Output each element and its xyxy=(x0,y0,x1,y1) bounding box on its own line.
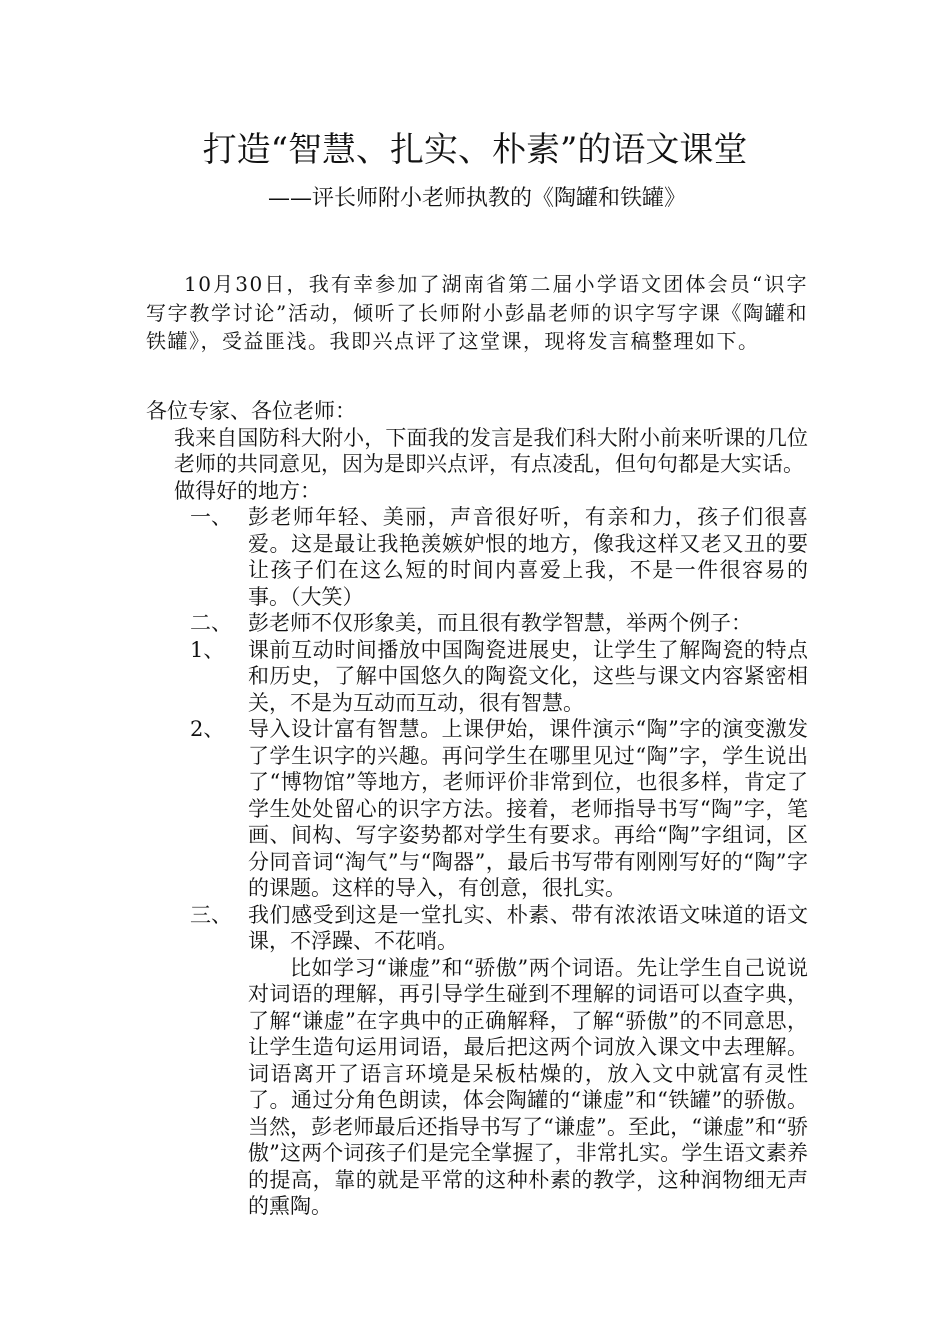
list-marker: 1、 xyxy=(190,637,225,662)
list-item xyxy=(146,610,808,637)
list-item-text: 导入设计富有智慧。上课伊始，课件演示“陶”字的演变激发了学生识字的兴趣。再问学生在哪里见过“陶”字，学生说出了“博物馆”等地方，老师评价非常到位，也很多样，肯定了学生处处留心的识字方法。接着，老师指导书写“陶”字，笔画、间构、写字姿势都对学生有要求。再给“陶”字组词，区分同音词“淘气”与“陶器”，最后书写带有刚刚写好的“陶”字的课题。这样的导入，有创意，很扎实。 xyxy=(248,717,808,900)
list-item xyxy=(146,902,808,955)
opening-paragraph: 我来自国防科大附小，下面我的发言是我们科大附小前来听课的几位老师的共同意见，因为是即兴点评，有点凌乱，但句句都是大实话。 xyxy=(174,425,808,476)
list-marker: 三、 xyxy=(190,902,232,927)
example-text: 比如学习“谦虚”和“骄傲”两个词语。先让学生自己说说对词语的理解，再引导学生碰到不理解的词语可以查字典，了解“谦虚”在字典中的正确解释，了解“骄傲”的不同意思，让学生造句运用词语，最后把这两个词放入课文中去理解。词语离开了语言环境是呆板枯燥的，放入文中就富有灵性了。通过分角色朗读，体会陶罐的“谦虚”和“铁罐”的骄傲。当然，彭老师最后还指导书写了“谦虚”。至此，“谦虚”和“骄傲”这两个词孩子们是完全掌握了，非常扎实。学生语文素养的提高，靠的就是平常的这种朴素的教学，这种润物细无声的熏陶。 xyxy=(248,955,808,1218)
list-marker: 2、 xyxy=(190,717,225,741)
list-item-text: 彭老师年轻、美丽，声音很好听，有亲和力，孩子们很喜爱。这是最让我艳羡嫉妒恨的地方，像我这样又老又丑的要让孩子们在这么短的时间内喜爱上我，不是一件很容易的事。（大笑） xyxy=(248,505,808,609)
intro-paragraph xyxy=(146,270,808,356)
list-item xyxy=(146,637,808,717)
intro-text: 10月30日，我有幸参加了湖南省第二届小学语文团体会员“识字写字教学讨论”活动，倾听了长师附小彭晶老师的识字写字课《陶罐和铁罐》，受益匪浅。我即兴点评了这堂课，现将发言稿整理如下。 xyxy=(146,272,808,353)
list-marker: 二、 xyxy=(190,611,232,635)
list-item xyxy=(146,504,808,610)
list-item xyxy=(146,716,808,902)
speech-body xyxy=(146,398,808,1220)
example-paragraph xyxy=(146,955,808,1220)
list-item-text: 我们感受到这是一堂扎实、朴素、带有浓浓语文味道的语文课，不浮躁、不花哨。 xyxy=(248,902,808,953)
document-title: 打造“智慧、扎实、朴素”的语文课堂 xyxy=(202,130,748,170)
salutation: 各位专家、各位老师： xyxy=(146,399,356,423)
list-marker: 一、 xyxy=(190,505,232,529)
list-item-text: 彭老师不仅形象美，而且很有教学智慧，举两个例子： xyxy=(248,611,752,635)
good-points-heading: 做得好的地方： xyxy=(174,478,321,503)
list-item-text: 课前互动时间播放中国陶瓷进展史，让学生了解陶瓷的特点和历史，了解中国悠久的陶瓷文化，这些与课文内容紧密相关，不是为互动而互动，很有智慧。 xyxy=(248,637,808,715)
document-subtitle: ——评长师附小老师执教的《陶罐和铁罐》 xyxy=(268,186,687,211)
